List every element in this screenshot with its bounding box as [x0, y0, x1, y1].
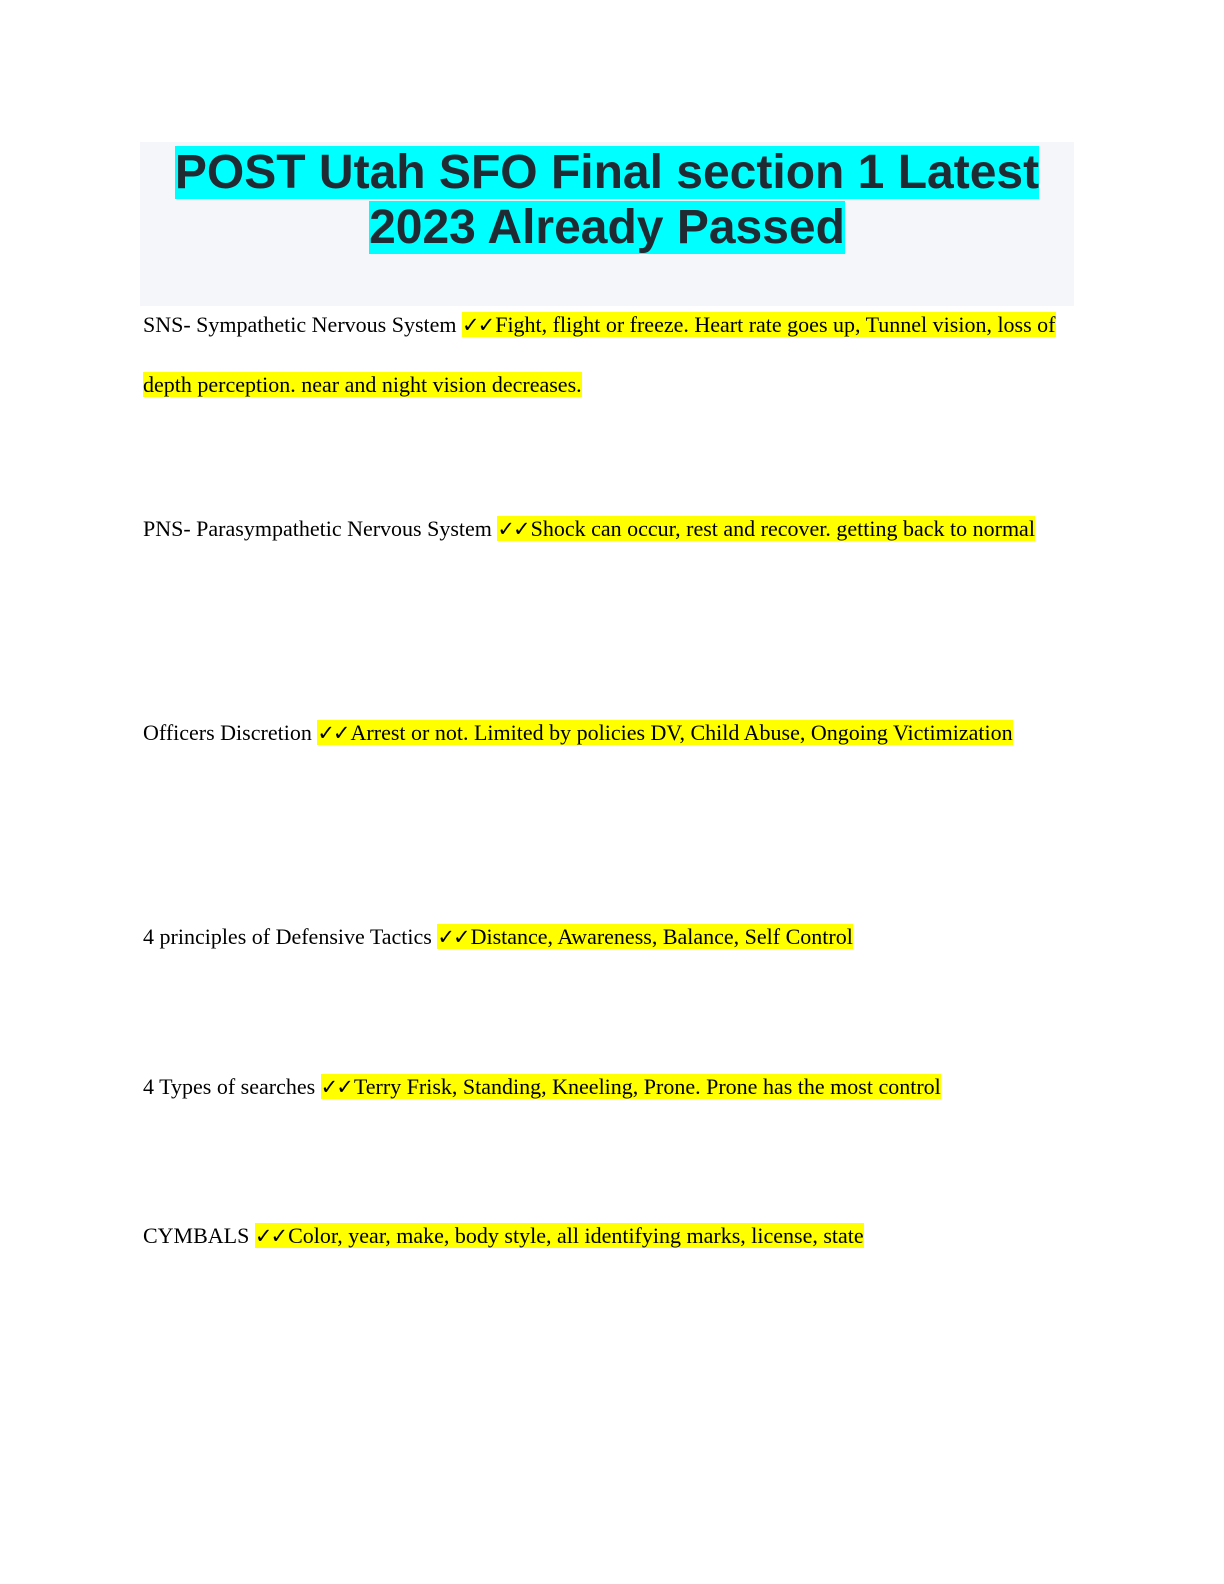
qa-answer-highlight — [255, 1223, 864, 1248]
qa-term: PNS- Parasympathetic Nervous System — [143, 516, 492, 541]
qa-answer: Arrest or not. Limited by policies DV, Child Abuse, Ongoing Victimization — [350, 720, 1013, 745]
qa-answer: Distance, Awareness, Balance, Self Control — [470, 924, 853, 949]
qa-answer-highlight — [317, 720, 1012, 745]
qa-item-pns — [143, 499, 1078, 559]
qa-item-cymbals — [143, 1206, 1078, 1266]
qa-item-searches — [143, 1057, 1078, 1117]
double-check-icon: ✓✓ — [437, 925, 469, 949]
double-check-icon: ✓✓ — [317, 721, 349, 745]
qa-term: 4 principles of Defensive Tactics — [143, 924, 432, 949]
qa-answer: Color, year, make, body style, all identifying marks, license, state — [288, 1223, 864, 1248]
qa-answer: Shock can occur, rest and recover. getting back to normal — [530, 516, 1035, 541]
document-title-text: POST Utah SFO Final section 1 Latest 2023 Already Passed — [174, 146, 1040, 254]
title-box — [140, 142, 1074, 306]
qa-answer: Terry Frisk, Standing, Kneeling, Prone. Prone has the most control — [353, 1074, 941, 1099]
qa-term: Officers Discretion — [143, 720, 312, 745]
qa-term: CYMBALS — [143, 1223, 250, 1248]
qa-item-sns — [143, 295, 1078, 414]
qa-item-officers-discretion — [143, 703, 1078, 763]
qa-answer-highlight — [497, 516, 1035, 541]
qa-answer-highlight — [437, 924, 852, 949]
double-check-icon: ✓✓ — [320, 1075, 352, 1099]
qa-item-defensive-tactics — [143, 907, 1078, 967]
qa-term: SNS- Sympathetic Nervous System — [143, 312, 457, 337]
double-check-icon: ✓✓ — [254, 1224, 287, 1248]
qa-answer-highlight — [321, 1074, 941, 1099]
qa-term: 4 Types of searches — [143, 1074, 316, 1099]
qa-answer: Fight, flight or freeze. Heart rate goes up, Tunnel vision, loss of depth perception. near and night vision decreases. — [143, 312, 1056, 397]
double-check-icon: ✓✓ — [497, 517, 529, 541]
double-check-icon: ✓✓ — [462, 313, 494, 337]
document-title — [140, 142, 1074, 255]
